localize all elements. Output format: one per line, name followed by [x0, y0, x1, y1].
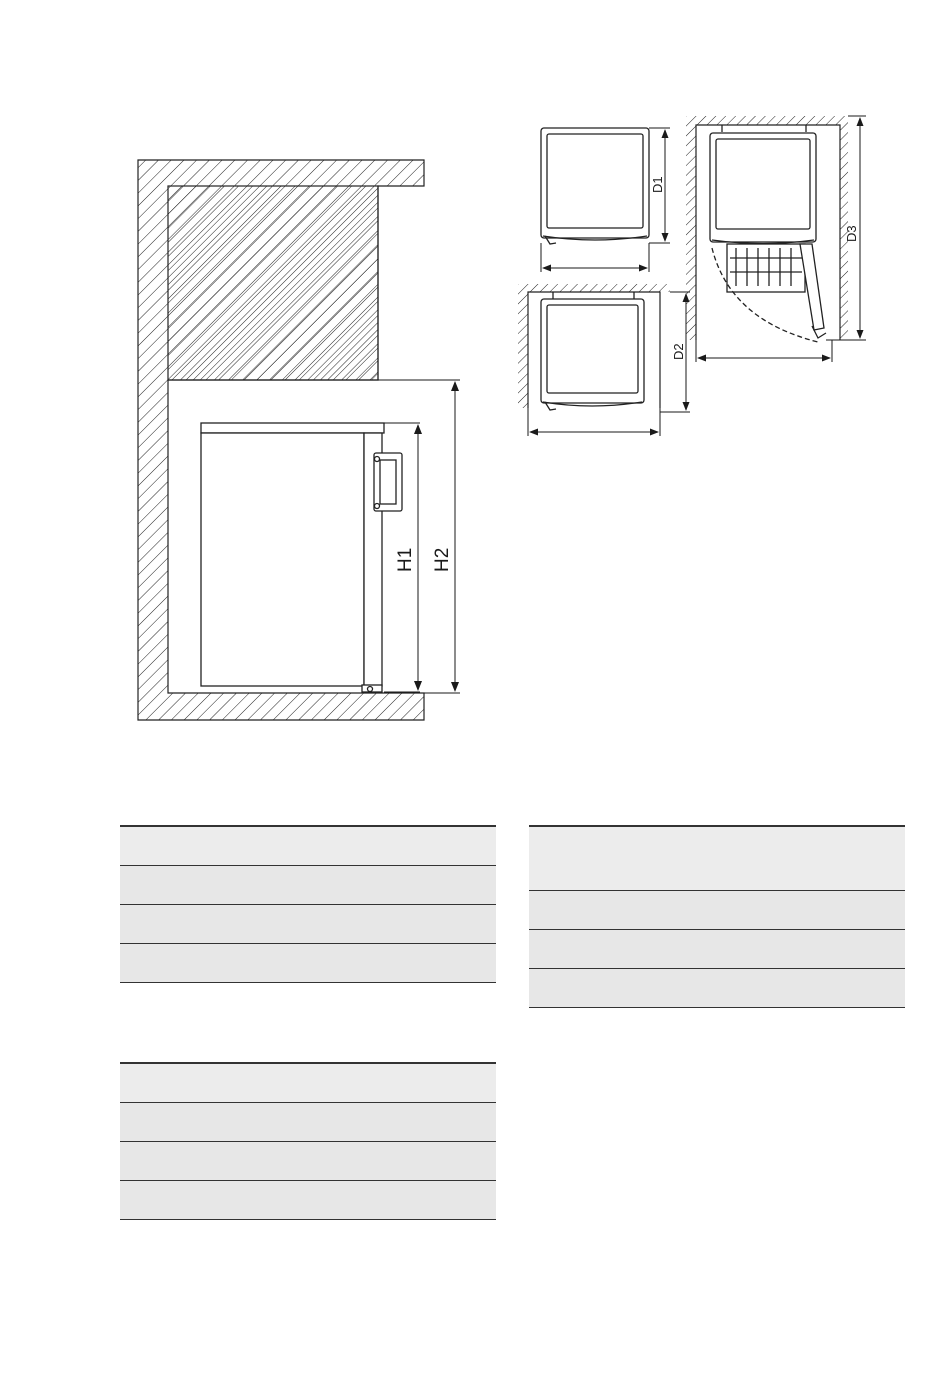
table-row: [120, 905, 496, 944]
table-row: [529, 930, 905, 969]
d3-label: D3: [844, 225, 859, 242]
table-row: [529, 891, 905, 930]
h1-label: H1: [395, 547, 416, 572]
table-row: [120, 1181, 496, 1220]
table-row: [120, 1142, 496, 1181]
dimension-table-2: [120, 1062, 496, 1220]
d3-appliance: [710, 125, 826, 342]
table-row: [529, 969, 905, 1008]
d1-appliance: [541, 128, 649, 244]
dimension-table-1: [120, 825, 496, 983]
table-row: [120, 866, 496, 905]
table-row: [120, 825, 496, 866]
table-row: [529, 825, 905, 891]
d1-label: D1: [650, 176, 665, 193]
table-row: [120, 1062, 496, 1103]
h2-label: H2: [432, 547, 453, 572]
table-row: [120, 944, 496, 983]
d2-appliance: [541, 292, 644, 410]
dimension-table-3: [529, 825, 905, 1008]
table-row: [120, 1103, 496, 1142]
d2-label: D2: [671, 343, 686, 360]
